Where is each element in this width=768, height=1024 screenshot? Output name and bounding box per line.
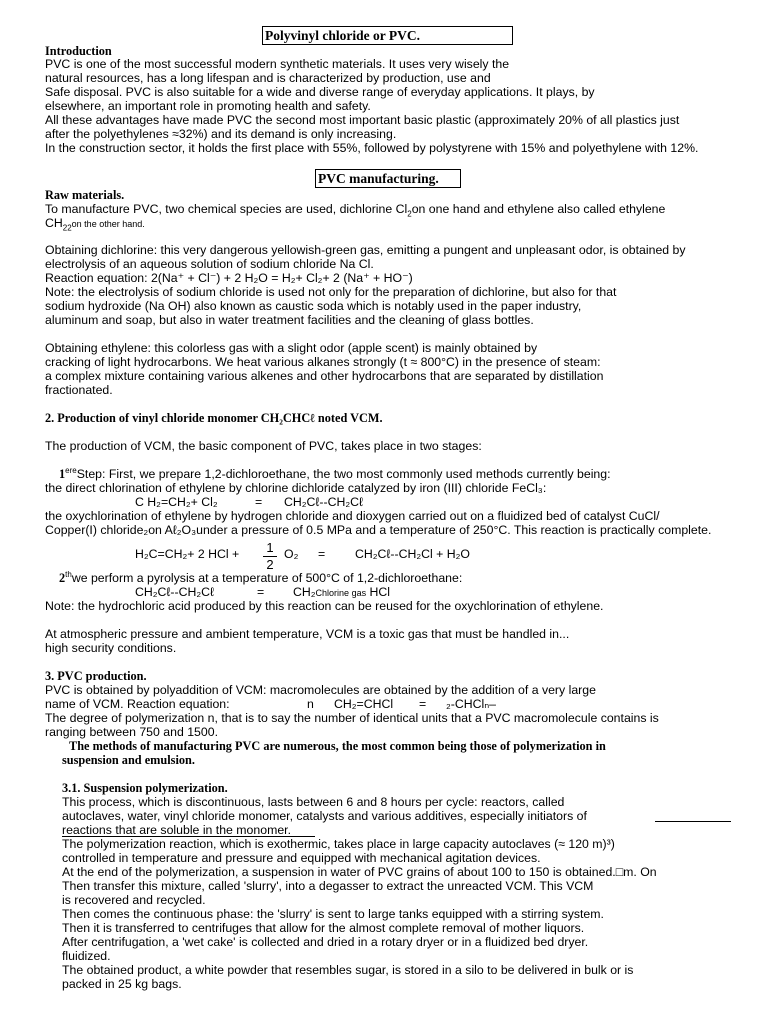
intro-line: after the polyethylenes ≈32%) and its demand is only increasing. xyxy=(45,127,397,141)
document-title-text: Polyvinyl chloride or PVC. xyxy=(265,28,420,43)
raw-materials-heading: Raw materials. xyxy=(45,188,125,202)
suspension-line: reactions that are soluble in the monomer. xyxy=(62,823,291,837)
raw-materials-line xyxy=(45,202,666,219)
vcm-line: Copper(I) chloride₂on Aℓ₂O₃under a pressure of 0.5 MPa and a temperature of 250°C. This reaction is practically complete. xyxy=(45,523,712,537)
intro-line: In the construction sector, it holds the first place with 55%, followed by polystyrene with 15% and polyethylene with 12%. xyxy=(45,141,699,155)
eq3-right-b: HCl xyxy=(369,585,390,599)
intro-line: natural resources, has a long lifespan and is characterized by production, use and xyxy=(45,71,491,85)
suspension-line: The obtained product, a white powder that resembles sugar, is stored in a silo to be delivered in bulk or is xyxy=(62,963,634,977)
step1-number: 1 xyxy=(59,467,66,481)
suspension-line: Then comes the continuous phase: the 'slurry' is sent to large tanks equipped with a stirring system. xyxy=(62,907,604,921)
raw-l1-sub: 2 xyxy=(407,209,412,219)
raw-materials-line xyxy=(45,216,145,231)
dichlorine-line: sodium hydroxide (Na OH) also known as caustic soda which is notably used in the paper industry, xyxy=(45,299,582,313)
step1-text: Step: First, we prepare 1,2-dichloroethane, the two most commonly used methods currently being: xyxy=(76,467,611,481)
pvc-reaction-n: n xyxy=(307,697,314,711)
pvc-line: PVC is obtained by polyaddition of VCM: macromolecules are obtained by the addition of a very large xyxy=(45,683,596,697)
raw-l1-end: on one hand and ethylene also called ethylene xyxy=(411,202,666,216)
blank-line xyxy=(655,821,731,822)
vcm-note: Note: the hydrochloric acid produced by this reaction can be reused for the oxychlorination of ethylene. xyxy=(45,599,604,613)
step2-number: 2 xyxy=(59,571,66,585)
suspension-line: fluidized. xyxy=(62,949,111,963)
ethylene-line: Obtaining ethylene: this colorless gas with a slight odor (apple scent) is mainly obtained by xyxy=(45,341,538,355)
equation-1-left: C H₂=CH₂+ Cl₂ xyxy=(135,495,218,509)
intro-heading: Introduction xyxy=(45,44,112,58)
dichlorine-line: electrolysis of an aqueous solution of sodium chloride Na Cl. xyxy=(45,257,374,271)
suspension-line: After centrifugation, a 'wet cake' is collected and dried in a rotary dryer or in a fluidized bed dryer. xyxy=(62,935,589,949)
dichlorine-line: Reaction equation: 2(Na⁺ + Cl⁻) + 2 H₂O = H₂+ Cl₂+ 2 (Na⁺ + HO⁻) xyxy=(45,271,413,285)
intro-line: PVC is one of the most successful modern synthetic materials. It uses very wisely the xyxy=(45,57,510,71)
suspension-line: Then transfer this mixture, called 'slurry', into a degasser to extract the unreacted VCM. This VCM xyxy=(62,879,594,893)
dichlorine-line: aluminum and soap, but also in water treatment facilities and the cleaning of glass bottles. xyxy=(45,313,534,327)
equation-3-left: CH₂Cℓ--CH₂Cℓ xyxy=(135,585,214,599)
suspension-line: At the end of the polymerization, a suspension in water of PVC grains of about 100 to 150 is obtained.□m. On xyxy=(62,865,657,879)
raw-l2-text: CH xyxy=(45,216,63,230)
raw-l2-sub: 22 xyxy=(62,223,72,233)
pvc-line: The degree of polymerization n, that is to say the number of identical units that a PVC macromolecule contains is xyxy=(45,711,659,725)
eq3-right-a: CH₂ xyxy=(293,585,316,599)
pvc-reaction-polymer: ₂-CHClₙ– xyxy=(446,697,496,711)
intro-line: All these advantages have made PVC the second most important basic plastic (approximately 20% of all plastics just xyxy=(45,113,680,127)
ethylene-line: a complex mixture containing various alkenes and other hydrocarbons that are separated by distillation xyxy=(45,369,604,383)
suspension-line: The polymerization reaction, which is exothermic, takes place in large capacity autoclaves (≈ 120 m)³) xyxy=(62,837,615,851)
raw-l1-text: To manufacture PVC, two chemical species are used, dichlorine Cl xyxy=(45,202,408,216)
equation-2-right: CH₂Cℓ--CH₂Cl + H₂O xyxy=(355,547,470,561)
equation-3-equals: = xyxy=(257,585,265,599)
pvc-methods-line: suspension and emulsion. xyxy=(62,753,195,767)
step2-sup: th xyxy=(65,569,72,579)
equation-1-right: CH₂Cℓ--CH₂Cℓ xyxy=(284,495,363,509)
equation-2-equals: = xyxy=(318,547,326,561)
eq3-right-small: Chlorine gas xyxy=(315,588,367,598)
step2-text: we perform a pyrolysis at a temperature of 500°C of 1,2-dichloroethane: xyxy=(71,571,463,585)
pvc-reaction-line: name of VCM. Reaction equation: xyxy=(45,697,230,711)
suspension-heading: 3.1. Suspension polymerization. xyxy=(62,781,228,795)
vcm-atm-line: high security conditions. xyxy=(45,641,177,655)
ethylene-line: fractionated. xyxy=(45,383,113,397)
equation-1-equals: = xyxy=(255,495,263,509)
suspension-line: Then it is transferred to centrifuges that allow for the almost complete removal of mother liquors. xyxy=(62,921,585,935)
section-title-text: PVC manufacturing. xyxy=(318,171,439,186)
vcm-line: the direct chlorination of ethylene by chlorine dichloride catalyzed by iron (III) chloride FeCl₃: xyxy=(45,481,547,495)
intro-line: Safe disposal. PVC is also suitable for a wide and diverse range of everyday applications. It plays, by xyxy=(45,85,595,99)
ethylene-line: cracking of light hydrocarbons. We heat various alkanes strongly (t ≈ 800°C) in the presence of steam: xyxy=(45,355,601,369)
dichlorine-line: Note: the electrolysis of sodium chloride is used not only for the preparation of dichlorine, but also for that xyxy=(45,285,617,299)
pvc-line: ranging between 750 and 1500. xyxy=(45,725,218,739)
equation-2-o2: O₂ xyxy=(284,547,299,561)
dichlorine-line: Obtaining dichlorine: this very dangerous yellowish-green gas, emitting a pungent and unpleasant odor, is obtained by xyxy=(45,243,686,257)
equation-3-right xyxy=(293,585,390,600)
equation-2-left: H₂C=CH₂+ 2 HCl + xyxy=(135,547,240,561)
vcm-intro: The production of VCM, the basic component of PVC, takes place in two stages: xyxy=(45,439,482,453)
vcm-step2 xyxy=(59,571,462,585)
raw-l2-end: on the other hand. xyxy=(71,219,145,229)
vcm-step1 xyxy=(59,467,611,481)
suspension-line: controlled in temperature and pressure and equipped with mechanical agitation devices. xyxy=(62,851,541,865)
equation-2-fraction-numerator: 1 xyxy=(266,540,274,555)
document-title xyxy=(262,26,513,45)
suspension-line: This process, which is discontinuous, lasts between 6 and 8 hours per cycle: reactors, called xyxy=(62,795,565,809)
pvc-production-heading: 3. PVC production. xyxy=(45,669,147,683)
pvc-methods-line: The methods of manufacturing PVC are numerous, the most common being those of polymerization in xyxy=(69,739,606,753)
equation-2-fraction-denominator: 2 xyxy=(266,557,274,572)
suspension-line: is recovered and recycled. xyxy=(62,893,206,907)
suspension-line: packed in 25 kg bags. xyxy=(62,977,182,991)
pvc-reaction-equals: = xyxy=(419,697,427,711)
pvc-reaction-monomer: CH₂=CHCl xyxy=(334,697,394,711)
vcm-atm-line: At atmospheric pressure and ambient temperature, VCM is a toxic gas that must be handled in... xyxy=(45,627,570,641)
step1-sup: ere xyxy=(65,465,77,475)
intro-line: elsewhere, an important role in promoting health and safety. xyxy=(45,99,371,113)
vcm-line: the oxychlorination of ethylene by hydrogen chloride and dioxygen carried out on a fluidized bed of catalyst CuCl/ xyxy=(45,509,660,523)
section-title-manufacturing xyxy=(315,169,461,188)
suspension-line: autoclaves, water, vinyl chloride monomer, catalysts and various additives, especially initiators of xyxy=(62,809,587,823)
vcm-heading: 2. Production of vinyl chloride monomer CH₂CHCℓ noted VCM. xyxy=(45,411,383,425)
